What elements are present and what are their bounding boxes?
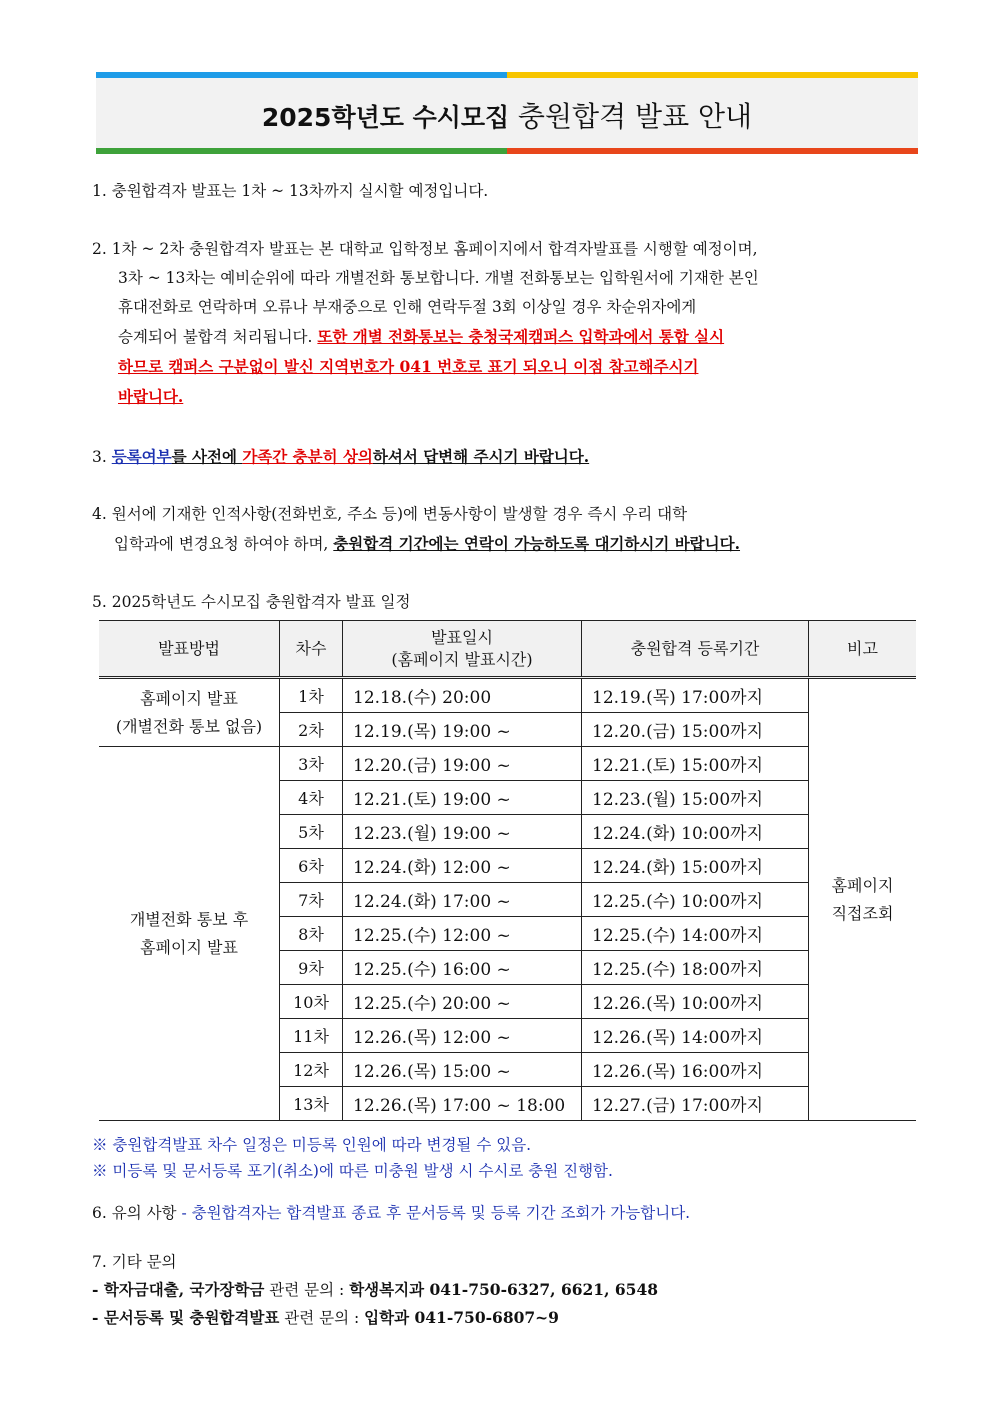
method-line-2: (개별전화 통보 없음) — [115, 716, 263, 736]
round-cell: 8차 — [280, 917, 343, 951]
note-2: ※ 미등록 및 문서등록 포기(취소)에 따른 미충원 발생 시 수시로 충원 진행함. — [92, 1162, 613, 1180]
period-cell: 12.25.(수) 10:00까지 — [582, 883, 809, 917]
round-cell: 1차 — [280, 678, 343, 713]
contact-2-topic: - 문서등록 및 충원합격발표 — [92, 1308, 280, 1327]
round-cell: 10차 — [280, 985, 343, 1019]
period-cell: 12.23.(월) 15:00까지 — [582, 781, 809, 815]
date-cell: 12.25.(수) 12:00 ~ — [343, 917, 582, 951]
method-line-1: 홈페이지 발표 — [140, 688, 238, 708]
method-line-1: 개별전화 통보 후 — [129, 909, 249, 929]
item-1: 1. 충원합격자 발표는 1차 ~ 13차까지 실시할 예정입니다. — [92, 182, 489, 200]
contact-1-sep: 관련 문의 : — [264, 1281, 350, 1299]
contact-1 — [92, 1281, 658, 1299]
item-3 — [92, 442, 589, 472]
contact-2 — [92, 1309, 559, 1327]
item-3-num: 3. — [92, 448, 112, 466]
item-4 — [92, 500, 740, 559]
date-cell: 12.26.(목) 15:00 ~ — [343, 1053, 582, 1087]
contact-1-topic: - 학자금대출, 국가장학금 — [92, 1280, 265, 1299]
round-cell: 12차 — [280, 1053, 343, 1087]
item-5: 5. 2025학년도 수시모집 충원합격자 발표 일정 — [92, 593, 411, 611]
item-2-line-2: 3차 ~ 13차는 예비순위에 따라 개별전화 통보합니다. 개별 전화통보는 입학원서에 기재한 본인 — [118, 269, 759, 287]
th-date — [343, 621, 582, 678]
item-2-line-5-text: 하므로 캠퍼스 구분없이 발신 지역번호가 041 번호로 표기 되오니 이점 참고해주시기 — [118, 357, 699, 376]
item-3-b: 를 사전에 — [171, 447, 243, 466]
item-4-line-2a: 입학과에 변경요청 하여야 하며, — [114, 535, 334, 553]
date-cell: 12.19.(목) 19:00 ~ — [343, 713, 582, 747]
method-group-homepage — [99, 678, 280, 747]
schedule-body — [99, 678, 916, 1121]
period-cell: 12.24.(화) 10:00까지 — [582, 815, 809, 849]
th-date-l2: (홈페이지 발표시간) — [391, 649, 533, 669]
period-cell: 12.25.(수) 14:00까지 — [582, 917, 809, 951]
th-method: 발표방법 — [99, 621, 280, 678]
item-6 — [92, 1199, 690, 1228]
date-cell: 12.26.(목) 17:00 ~ 18:00 — [343, 1087, 582, 1121]
date-cell: 12.23.(월) 19:00 ~ — [343, 815, 582, 849]
remark-line-1: 홈페이지 — [831, 875, 894, 895]
date-cell: 12.18.(수) 20:00 — [343, 678, 582, 713]
date-cell: 12.20.(금) 19:00 ~ — [343, 747, 582, 781]
date-cell: 12.24.(화) 17:00 ~ — [343, 883, 582, 917]
item-3-d: 하셔서 답변해 주시기 바랍니다. — [372, 447, 590, 466]
date-cell: 12.21.(토) 19:00 ~ — [343, 781, 582, 815]
th-note: 비고 — [809, 621, 917, 678]
round-cell: 2차 — [280, 713, 343, 747]
item-2-line-6 — [92, 382, 759, 412]
title-bar-green — [96, 148, 507, 154]
round-cell: 11차 — [280, 1019, 343, 1053]
contact-1-phone: 학생복지과 041-750-6327, 6621, 6548 — [349, 1280, 659, 1299]
item-6-text: - 충원합격자는 합격발표 종료 후 문서등록 및 등록 기간 조회가 가능합니다. — [181, 1204, 691, 1222]
round-cell: 6차 — [280, 849, 343, 883]
item-2-line-5 — [92, 352, 759, 382]
date-cell: 12.25.(수) 16:00 ~ — [343, 951, 582, 985]
date-cell: 12.24.(화) 12:00 ~ — [343, 849, 582, 883]
round-cell: 3차 — [280, 747, 343, 781]
item-4-line-2b: 충원합격 기간에는 연락이 가능하도록 대기하시기 바랍니다. — [333, 534, 741, 553]
period-cell: 12.19.(목) 17:00까지 — [582, 678, 809, 713]
round-cell: 4차 — [280, 781, 343, 815]
item-7 — [92, 1248, 658, 1332]
item-2-line-4b: 또한 개별 전화통보는 충청국제캠퍼스 입학과에서 통합 실시 — [317, 327, 725, 346]
title-part2: 충원합격 발표 안내 — [517, 100, 753, 133]
period-cell: 12.27.(금) 17:00까지 — [582, 1087, 809, 1121]
contact-2-phone: 입학과 041-750-6807~9 — [364, 1308, 559, 1327]
item-4-line-1: 4. 원서에 기재한 인적사항(전화번호, 주소 등)에 변동사항이 발생할 경우 즉시 우리 대학 — [92, 505, 688, 523]
th-round: 차수 — [280, 621, 343, 678]
item-3-c: 가족간 충분히 상의 — [242, 447, 373, 466]
method-line-2: 홈페이지 발표 — [140, 937, 238, 957]
item-7-head: 7. 기타 문의 — [92, 1253, 177, 1271]
item-2-line-6-text: 바랍니다. — [118, 387, 184, 406]
round-cell: 5차 — [280, 815, 343, 849]
item-6-label: 6. 유의 사항 — [92, 1204, 182, 1222]
period-cell: 12.21.(토) 15:00까지 — [582, 747, 809, 781]
period-cell: 12.26.(목) 10:00까지 — [582, 985, 809, 1019]
title-bar-yellow — [507, 72, 918, 78]
title-part1: 2025학년도 수시모집 — [261, 103, 518, 132]
remark-line-2: 직접조회 — [831, 903, 894, 923]
date-cell: 12.25.(수) 20:00 ~ — [343, 985, 582, 1019]
round-cell: 9차 — [280, 951, 343, 985]
period-cell: 12.26.(목) 14:00까지 — [582, 1019, 809, 1053]
page-title — [96, 95, 918, 135]
contact-2-sep: 관련 문의 : — [279, 1309, 365, 1327]
item-2-line-1: 2. 1차 ~ 2차 충원합격자 발표는 본 대학교 입학정보 홈페이지에서 합격자발표를 시행할 예정이며, — [92, 240, 758, 258]
item-2-line-4a: 승계되어 불합격 처리됩니다. — [118, 328, 318, 346]
date-cell: 12.26.(목) 12:00 ~ — [343, 1019, 582, 1053]
th-period: 충원합격 등록기간 — [582, 621, 809, 678]
period-cell: 12.24.(화) 15:00까지 — [582, 849, 809, 883]
method-group-phone — [99, 747, 280, 1121]
table-row — [99, 678, 916, 713]
table-row — [99, 747, 916, 781]
item-3-a: 등록여부 — [111, 447, 172, 466]
title-bar-red — [507, 148, 918, 154]
item-4-line-2 — [92, 529, 740, 559]
period-cell: 12.25.(수) 18:00까지 — [582, 951, 809, 985]
note-1: ※ 충원합격발표 차수 일정은 미등록 인원에 따라 변경될 수 있음. — [92, 1136, 532, 1154]
item-2-line-3: 휴대전화로 연락하며 오류나 부재중으로 인해 연락두절 3회 이상일 경우 차순위자에게 — [118, 298, 697, 316]
schedule-table — [99, 620, 916, 1121]
item-2-line-4 — [92, 322, 759, 352]
remark-cell — [809, 678, 917, 1121]
title-bar-blue — [96, 72, 507, 78]
round-cell: 13차 — [280, 1087, 343, 1121]
th-date-l1: 발표일시 — [431, 627, 493, 647]
round-cell: 7차 — [280, 883, 343, 917]
period-cell: 12.26.(목) 16:00까지 — [582, 1053, 809, 1087]
item-2 — [92, 235, 759, 412]
period-cell: 12.20.(금) 15:00까지 — [582, 713, 809, 747]
